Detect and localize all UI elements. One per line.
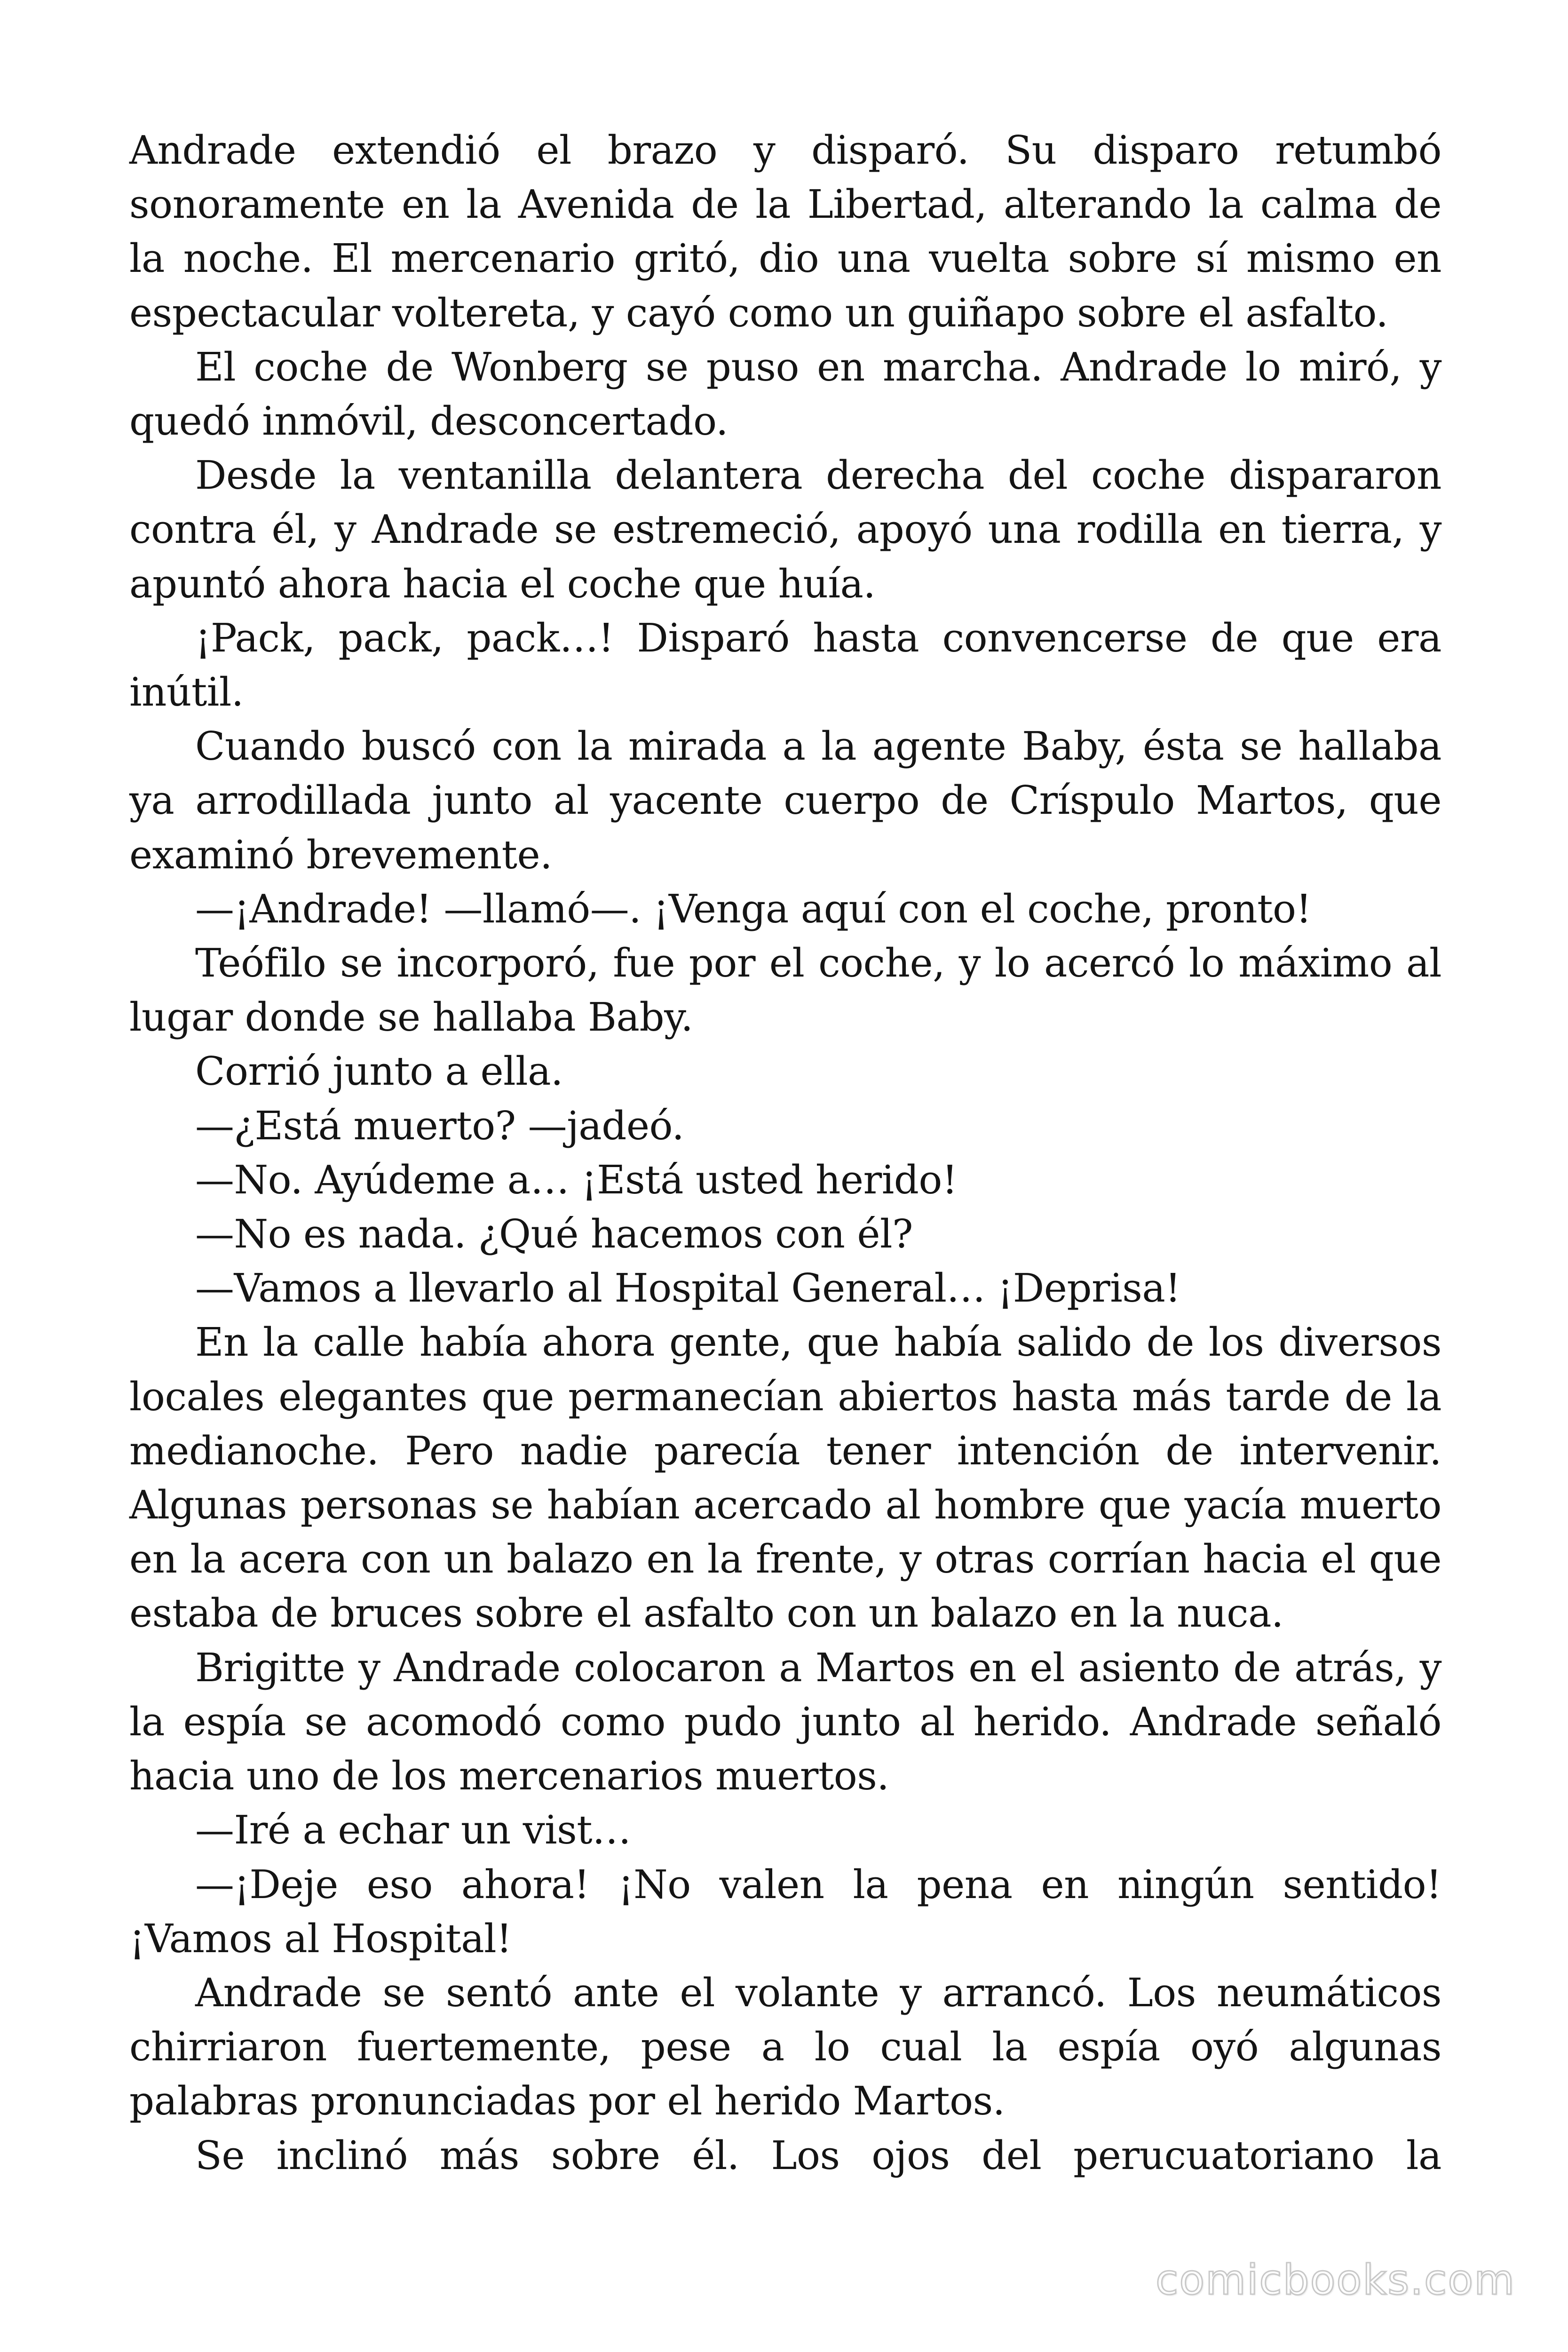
paragraph: —No es nada. ¿Qué hacemos con él? [195, 1211, 913, 1257]
paragraph: Andrade se sentó ante el volante y arrancó. Los neumáticos chirriaron fuertemente, pese a lo cual la espía oyó algunas palabras pronunciadas por el herido Martos. [129, 1970, 1441, 2124]
paragraph: Cuando buscó con la mirada a la agente Baby, ésta se hallaba ya arrodillada junto al yacente cuerpo de Críspulo Martos, que examinó brevemente. [129, 723, 1441, 878]
paragraph: Desde la ventanilla delantera derecha del coche dispararon contra él, y Andrade se estremeció, apoyó una rodilla en tierra, y apuntó ahora hacia el coche que huía. [129, 453, 1441, 607]
paragraph: Brigitte y Andrade colocaron a Martos en el asiento de atrás, y la espía se acomodó como pudo junto al herido. Andrade señaló hacia uno de los mercenarios muertos. [129, 1645, 1441, 1799]
paragraph: El coche de Wonberg se puso en marcha. Andrade lo miró, y quedó inmóvil, desconcertado. [129, 344, 1441, 445]
paragraph: ¡Pack, pack, pack…! Disparó hasta convencerse de que era inútil. [129, 615, 1441, 715]
paragraph: Corrió junto a ella. [195, 1049, 563, 1095]
paragraph: Andrade extendió el brazo y disparó. Su disparo retumbó sonoramente en la Avenida de la Libertad, alterando la calma de la noche. El mercenario gritó, dio una vuelta sobre sí mismo en espectacular voltereta, y cayó como un guiñapo sobre el asfalto. [129, 127, 1441, 336]
paragraph: En la calle había ahora gente, que había salido de los diversos locales elegantes que permanecían abiertos hasta más tarde de la medianoche. Pero nadie parecía tener intención de intervenir. Algunas personas se habían acercado al hombre que yacía muerto en la acera con un balazo en la frente, y otras corrían hacia el que estaba de bruces sobre el asfalto con un balazo en la nuca. [129, 1319, 1441, 1637]
paragraph: —¡Deje eso ahora! ¡No valen la pena en ningún sentido! ¡Vamos al Hospital! [129, 1861, 1441, 1962]
paragraph: Teófilo se incorporó, fue por el coche, y lo acercó lo máximo al lugar donde se hallaba Baby. [129, 940, 1441, 1041]
paragraph: —¡Andrade! —llamó—. ¡Venga aquí con el coche, pronto! [195, 886, 1312, 932]
paragraph: —Iré a echar un vist… [195, 1807, 631, 1853]
watermark: comicbooks.com [1155, 2256, 1515, 2304]
paragraph: —¿Está muerto? —jadeó. [195, 1103, 684, 1149]
paragraph: Se inclinó más sobre él. Los ojos del perucuatoriano la [195, 2132, 1441, 2178]
paragraph: —Vamos a llevarlo al Hospital General… ¡Deprisa! [195, 1265, 1181, 1311]
book-page-text [129, 123, 1441, 2183]
paragraph: —No. Ayúdeme a… ¡Está usted herido! [195, 1157, 958, 1203]
